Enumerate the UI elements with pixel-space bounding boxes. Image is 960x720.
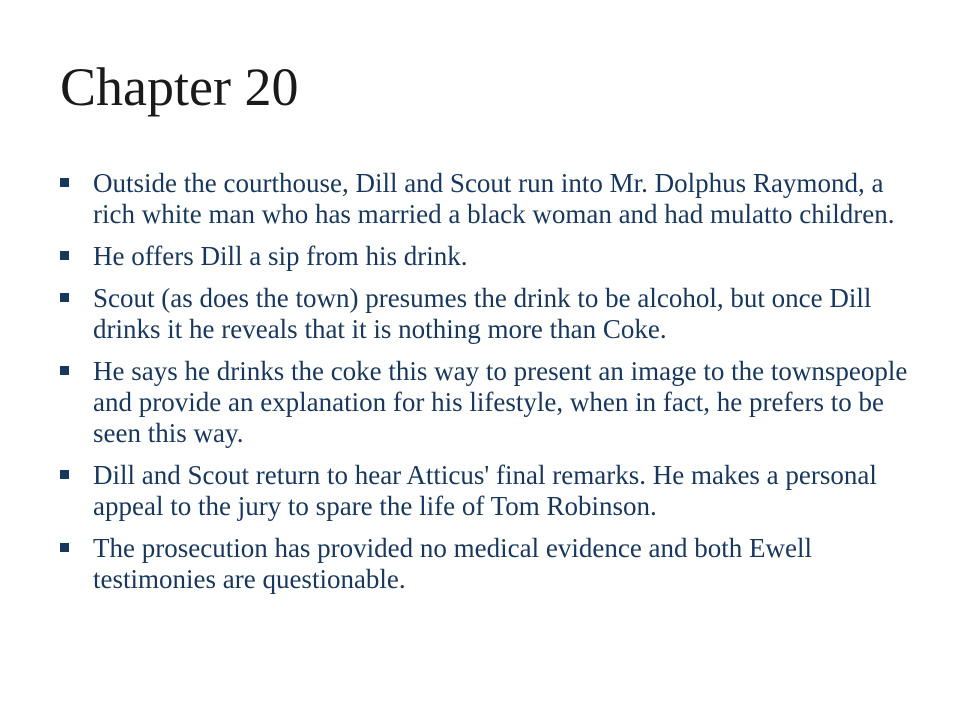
bullet-text: Dill and Scout return to hear Atticus' final remarks. He makes a personal appeal to the jury to spare the life of Tom Robinson. — [93, 460, 877, 521]
bullet-item — [60, 533, 920, 595]
square-bullet-icon — [60, 366, 69, 375]
square-bullet-icon — [60, 293, 69, 302]
slide-title: Chapter 20 — [60, 57, 299, 117]
square-bullet-icon — [60, 178, 69, 187]
bullet-text: Scout (as does the town) presumes the drink to be alcohol, but once Dill drinks it he reveals that it is nothing more than Coke. — [93, 283, 872, 344]
bullet-item — [60, 460, 920, 522]
bullet-item — [60, 283, 920, 345]
bullet-text: He says he drinks the coke this way to present an image to the townspeople and provide an explanation for his lifestyle, when in fact, he prefers to be seen this way. — [93, 356, 908, 448]
square-bullet-icon — [60, 543, 69, 552]
bullet-text: The prosecution has provided no medical evidence and both Ewell testimonies are questionable. — [93, 533, 813, 594]
bullet-text: Outside the courthouse, Dill and Scout run into Mr. Dolphus Raymond, a rich white man who has married a black woman and had mulatto children. — [93, 168, 895, 229]
bullet-item — [60, 356, 920, 449]
square-bullet-icon — [60, 251, 69, 260]
bullet-item — [60, 241, 920, 272]
bullet-text: He offers Dill a sip from his drink. — [93, 241, 468, 271]
bullet-item — [60, 168, 920, 230]
square-bullet-icon — [60, 470, 69, 479]
bullet-list — [60, 168, 920, 606]
